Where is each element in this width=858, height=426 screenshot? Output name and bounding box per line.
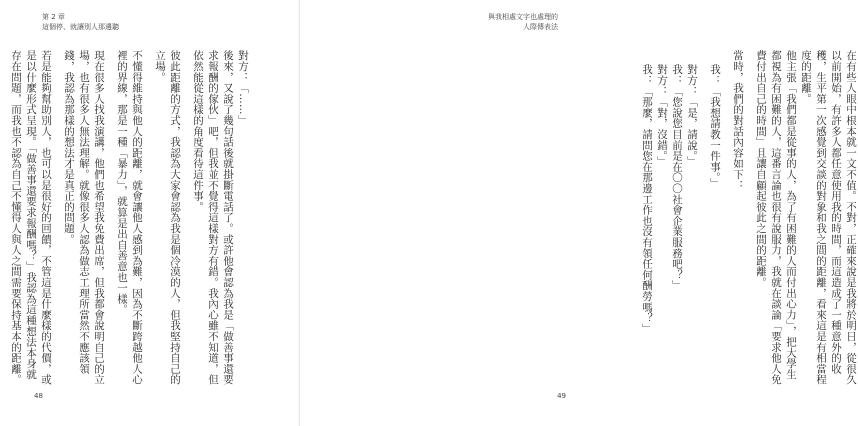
book-title: 與我相處文字也處理的 [488,13,558,21]
dialogue-line: 我：「那麼，請問您在那邊工作也沒有領任何酬勞嗎？」 [641,64,653,334]
page-number-left: 48 [34,392,43,400]
paragraph: 後來，又說了幾句話後就掛斷電話了。或許他會認為我是「做善事還要求報酬的傢伙」吧，但我並不覺得這樣對方有錯。我內心雖不知道，但依然能從這樣的角度看待這件事。 [192,50,234,385]
paragraph: 在有些人眼中根本就一文不值。不對，正確來說是我將於明日，從很久以前開始，有許多人都任意使用我的時間，而這造成了一種意外的收穫，生平第一次感覺到交談的對象和我之間的距離，看來這是有相當程度的距離。 [800,50,857,385]
paragraph: 他主張「我們都是從事的人，為了有困難的人而付出心力」，把大學生都視為有困難的人，這番言論也很有說服力，我就在談論「要求他人免費付出自己的時間」且讓自顧起彼此之間的距離。 [755,50,797,385]
book-subtitle: 人際傳表法 [523,23,558,31]
right-page-body [638,50,858,390]
paragraph: 不懂得維持與他人的距離，就會讓他人感到為難，因為不斷跨越他人心裡的界線，那是一種「暴力」，就算是出自善意也一樣。 [116,50,143,385]
running-header-right [488,12,558,32]
dialogue-line: 對方：「對，沒錯。」 [656,64,668,167]
right-page [300,0,857,426]
chapter-title: 這個停、就讓別人那邊聽 [42,23,119,31]
paragraph: 現在很多人找我演講，他們也希望我免費出席，但我都會說明自己的立場，也有很多人無法理解。就像很多人認為做志工理所當然不應該領錢，我認為那樣的想法才是真正的問題。 [63,50,105,385]
paragraph: 彼此距離的方式，我認為大家會認為我是個冷漠的人，但我堅持自己的立場。 [154,50,181,385]
dialogue-line: 我：「我想請教一件事。」 [709,64,721,189]
left-page-body [10,50,250,390]
running-header-left [42,12,119,32]
page-number-right: 49 [557,392,566,400]
chapter-label: 第 2 章 [42,13,65,21]
paragraph: 對方：「……」 [237,50,249,126]
dialogue-line: 對方：「是，請說。」 [686,64,698,167]
dialogue-line: 我：「您說您目前是在〇〇社會企業服務吧？」 [671,64,683,291]
paragraph: 當時，我們的對話內容如下： [732,50,744,191]
left-page [0,0,300,426]
paragraph: 若是能夠幫助別人，也可以是很好的回饋，不管這是什麼樣的代價，或是以什麼形式呈現。「做善事還要求報酬嗎？」我認為這種想法本身就存在問題，而我也不認為自己不懂得人與人之間需要保持基本的距離。 [10,50,52,385]
